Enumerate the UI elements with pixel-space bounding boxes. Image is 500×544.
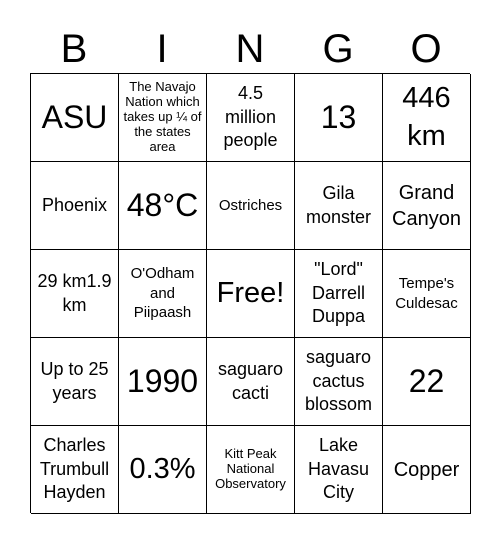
bingo-cell[interactable]: Ostriches — [207, 162, 295, 250]
bingo-cell[interactable]: ASU — [31, 74, 119, 162]
bingo-cell[interactable]: Gila monster — [295, 162, 383, 250]
header-letter-o: O — [410, 27, 442, 71]
bingo-cell[interactable]: Lake Havasu City — [295, 426, 383, 514]
bingo-cell[interactable]: Copper — [383, 426, 471, 514]
bingo-cell[interactable]: saguaro cacti — [207, 338, 295, 426]
header-letter-n: N — [235, 27, 265, 71]
bingo-cell[interactable]: saguaro cactus blossom — [295, 338, 383, 426]
bingo-cell[interactable]: Kitt Peak National Observatory — [207, 426, 295, 514]
bingo-board — [30, 73, 470, 513]
bingo-cell[interactable]: Phoenix — [31, 162, 119, 250]
bingo-header — [30, 26, 470, 72]
bingo-cell-free[interactable]: Free! — [207, 250, 295, 338]
bingo-cell[interactable]: O'Odham and Piipaash — [119, 250, 207, 338]
bingo-cell[interactable]: Grand Canyon — [383, 162, 471, 250]
bingo-cell[interactable]: Charles Trumbull Hayden — [31, 426, 119, 514]
bingo-cell[interactable]: 1990 — [119, 338, 207, 426]
bingo-cell[interactable]: 48°C — [119, 162, 207, 250]
bingo-cell[interactable]: Up to 25 years — [31, 338, 119, 426]
bingo-cell[interactable]: Tempe's Culdesac — [383, 250, 471, 338]
header-letter-g: G — [322, 27, 354, 71]
bingo-cell[interactable]: 13 — [295, 74, 383, 162]
bingo-cell[interactable]: 4.5 million people — [207, 74, 295, 162]
bingo-cell[interactable]: 29 km1.9 km — [31, 250, 119, 338]
bingo-cell[interactable]: 22 — [383, 338, 471, 426]
bingo-cell[interactable]: 446 km — [383, 74, 471, 162]
bingo-cell[interactable]: The Navajo Nation which takes up ¼ of the states area — [119, 74, 207, 162]
bingo-cell[interactable]: "Lord" Darrell Duppa — [295, 250, 383, 338]
bingo-cell[interactable]: 0.3% — [119, 426, 207, 514]
header-letter-b: B — [60, 27, 88, 71]
header-letter-i: I — [156, 27, 168, 71]
